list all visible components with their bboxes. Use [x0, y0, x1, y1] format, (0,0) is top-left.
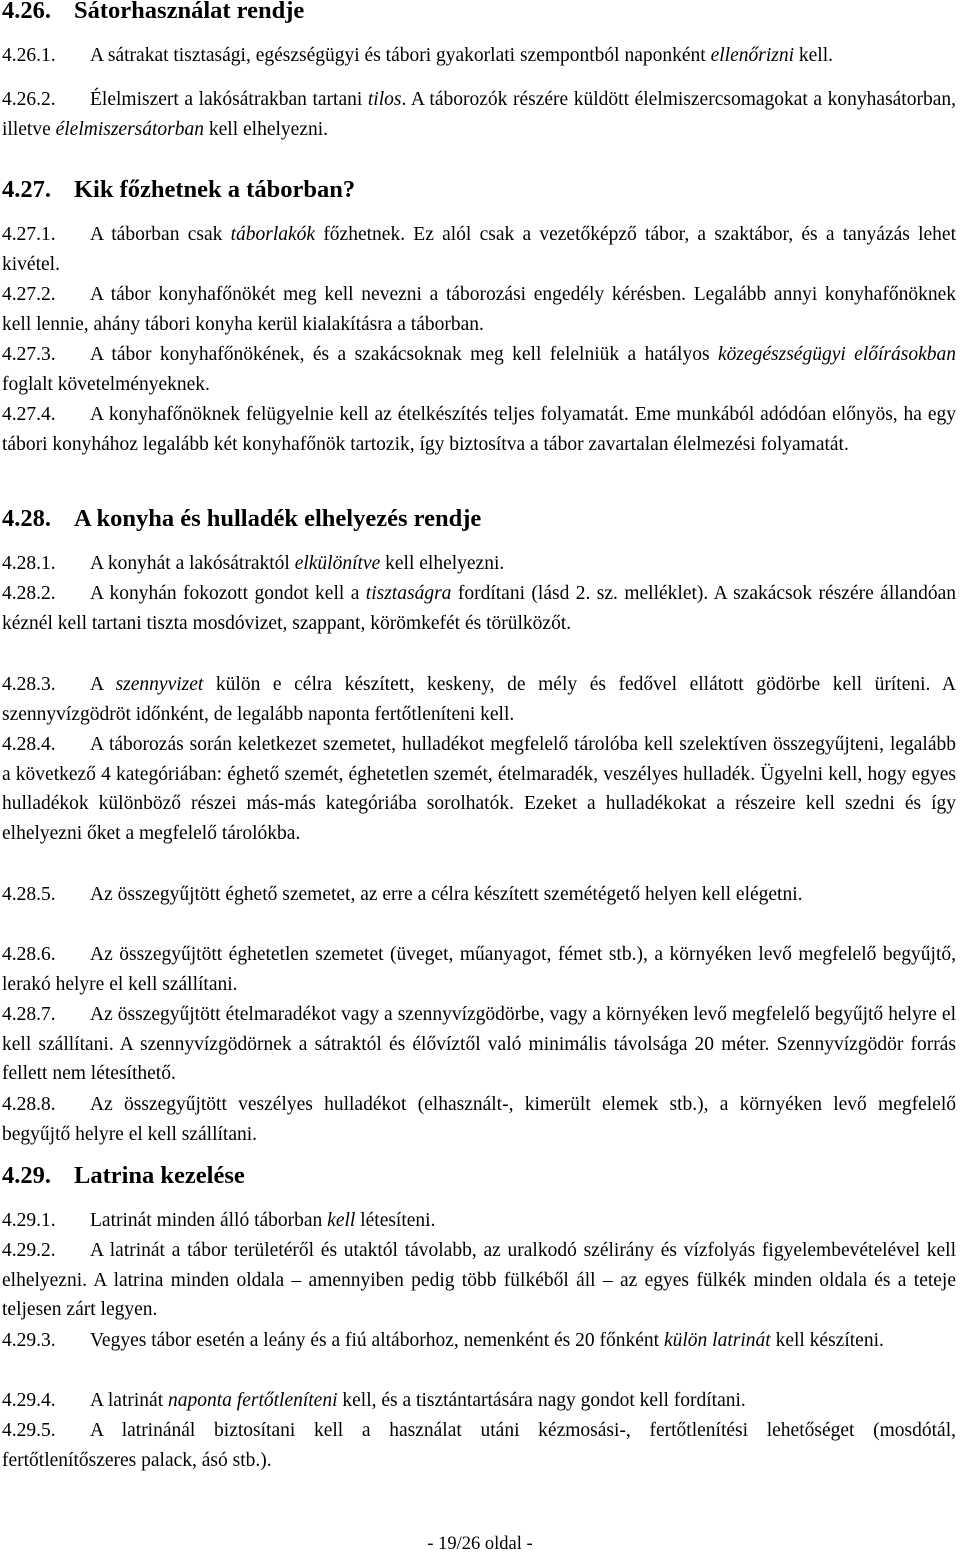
- paragraph-text: A latrinát: [90, 1390, 168, 1411]
- paragraph-number: 4.27.2.: [2, 284, 56, 305]
- paragraph-number: 4.27.4.: [2, 404, 56, 425]
- section-number: 4.29.: [2, 1162, 51, 1189]
- emphasized-text: ellenőrizni: [710, 45, 795, 66]
- paragraph: [2, 280, 956, 339]
- page-number: - 19/26 oldal -: [427, 1534, 533, 1554]
- paragraph-text: Az összegyűjtött veszélyes hulladékot (elhasznált-, kimerült elemek stb.), a környéken levő megfelelő begyűjtő helyre el kell szállítani.: [2, 1094, 956, 1145]
- paragraph-number: 4.28.3.: [2, 674, 56, 695]
- emphasized-text: táborlakók: [230, 224, 316, 245]
- section-heading: [2, 175, 956, 205]
- paragraph-text: A tábor konyhafőnökének, és a szakácsoknak meg kell felelniük a hatályos: [90, 344, 718, 365]
- paragraph-text: kell elhelyezni.: [204, 118, 329, 140]
- paragraph: [2, 670, 956, 729]
- paragraph: [2, 41, 956, 71]
- paragraph-text: A táborban csak: [90, 224, 231, 245]
- paragraph-text: A táborozás során keletkezet szemetet, hulladékot megfelelő tárolóba kell szelektíven összegyűjteni, legalább a következő 4 kategóriában: éghető szemét, éghetetlen szemét, ételmaradék, veszélyes hulladék. Ügyelni kell, hogy egyes hulladékok különböző részei más-más kategóriába sorolhatók. Ezeket a hulladékokat a részeire kell szedni és így elhelyezni őket a megfelelő tárolókba.: [2, 734, 956, 844]
- emphasized-text: tisztaságra: [365, 583, 452, 604]
- paragraph-text: Az összegyűjtött ételmaradékot vagy a szennyvízgödörbe, vagy a környéken levő megfelelő begyűjtő helyre el kell szállítani. A szennyvízgödörnek a sátraktól és élővíztől való minimális távolsága 20 méter. Szennyvízgödör forrás fellett nem létesíthető.: [2, 1004, 956, 1085]
- paragraph: [2, 579, 956, 638]
- paragraph-number: 4.29.5.: [2, 1420, 56, 1441]
- section-number: 4.28.: [2, 505, 51, 532]
- paragraph-number: 4.28.7.: [2, 1004, 56, 1025]
- paragraph: [2, 220, 956, 279]
- paragraph: [2, 730, 956, 848]
- paragraph-number: 4.28.1.: [2, 553, 56, 574]
- section-heading: [2, 0, 956, 26]
- paragraph-text: Vegyes tábor esetén a leány és a fiú altáborhoz, nemenként és 20 főnként: [90, 1330, 664, 1351]
- emphasized-text: tilos: [367, 89, 402, 110]
- paragraph-text: foglalt követelményeknek.: [2, 373, 210, 395]
- emphasized-text: kell: [327, 1210, 356, 1231]
- paragraph-text: főzhetnek. Ez alól csak a vezetőképző tábor, a szaktábor, és a tanyázás lehet kivétel.: [2, 224, 956, 275]
- paragraph-number: 4.28.8.: [2, 1094, 56, 1115]
- paragraph: [2, 1090, 956, 1149]
- paragraph-number: 4.28.6.: [2, 944, 56, 965]
- emphasized-text: naponta fertőtleníteni: [167, 1390, 338, 1411]
- paragraph-text: A konyhát a lakósátraktól: [90, 553, 295, 574]
- paragraph: [2, 1416, 956, 1475]
- emphasized-text: közegészségügyi előírásokban: [717, 344, 956, 365]
- paragraph-text: külön e célra készített, keskeny, de mély és fedővel ellátott gödörbe kell üríteni. A szennyvízgödröt időnként, de legalább naponta fertőtleníteni kell.: [2, 674, 956, 725]
- section-title: A konyha és hulladék elhelyezés rendje: [74, 505, 482, 532]
- section-heading: [2, 504, 956, 534]
- paragraph-text: A sátrakat tisztasági, egészségügyi és tábori gyakorlati szempontból naponként: [90, 45, 711, 66]
- paragraph-text: A: [90, 674, 116, 695]
- paragraph-number: 4.28.5.: [2, 884, 56, 905]
- section-title: Kik főzhetnek a táborban?: [74, 176, 356, 203]
- section-title: Latrina kezelése: [74, 1162, 245, 1189]
- paragraph-text: Latrinát minden álló táborban: [90, 1210, 328, 1231]
- paragraph-text: A latrinánál biztosítani kell a használat utáni kézmosási-, fertőtlenítési lehetőséget (mosdótál, fertőtlenítőszeres palack, ásó stb.).: [2, 1420, 956, 1471]
- section-number: 4.27.: [2, 176, 51, 203]
- section-number: 4.26.: [2, 0, 51, 24]
- paragraph-text: kell, és a tisztántartására nagy gondot kell fordítani.: [337, 1390, 746, 1411]
- paragraph-text: kell elhelyezni.: [380, 553, 505, 574]
- paragraph: [2, 1206, 956, 1236]
- paragraph: [2, 1326, 956, 1356]
- paragraph-text: . A táborozók részére küldött élelmiszercsomagokat a konyhasátorban, illetve: [2, 89, 956, 140]
- paragraph-text: A konyhán fokozott gondot kell a: [90, 583, 366, 604]
- section-heading: [2, 1161, 956, 1191]
- paragraph-number: 4.29.1.: [2, 1210, 56, 1231]
- section-title: Sátorhasználat rendje: [74, 0, 305, 24]
- paragraph-number: 4.26.2.: [2, 89, 56, 110]
- paragraph-number: 4.26.1.: [2, 45, 56, 66]
- paragraph: [2, 940, 956, 999]
- paragraph-text: A konyhafőnöknek felügyelnie kell az ételkészítés teljes folyamatát. Eme munkából adódóan előnyös, ha egy tábori konyhához legalább két konyhafőnök tartozik, így biztosítva a tábor zavartalan élelmezési folyamatát.: [2, 404, 956, 455]
- paragraph-text: fordítani (lásd 2. sz. melléklet). A szakácsok részére állandóan kéznél kell tartani tiszta mosdóvizet, szappant, körömkefét és törülközőt.: [2, 583, 956, 634]
- paragraph-text: Élelmiszert a lakósátrakban tartani: [90, 89, 368, 110]
- emphasized-text: szennyvizet: [115, 674, 204, 695]
- paragraph-text: kell készíteni.: [770, 1330, 884, 1351]
- paragraph: [2, 340, 956, 399]
- paragraph-text: A latrinát a tábor területéről és utaktól távolabb, az uralkodó szélirány és vízfolyás figyelembevételével kell elhelyezni. A latrina minden oldala – amennyiben pedig több fülkéből áll – az egyes fülkék minden oldala és a teteje teljesen zárt legyen.: [2, 1240, 956, 1321]
- paragraph-number: 4.28.2.: [2, 583, 56, 604]
- paragraph-text: Az összegyűjtött éghető szemetet, az erre a célra készített szemétégető helyen kell elégetni.: [90, 884, 803, 905]
- paragraph-number: 4.29.3.: [2, 1330, 56, 1351]
- paragraph: [2, 1236, 956, 1325]
- paragraph-number: 4.27.1.: [2, 224, 56, 245]
- emphasized-text: külön latrinát: [663, 1330, 771, 1351]
- emphasized-text: élelmiszersátorban: [55, 118, 205, 140]
- emphasized-text: elkülönítve: [294, 553, 381, 574]
- paragraph: [2, 1386, 956, 1416]
- paragraph-text: A tábor konyhafőnökét meg kell nevezni a táborozási engedély kérésben. Legalább annyi konyhafőnöknek kell lennie, ahány tábori konyha kerül kialakításra a táborban.: [2, 284, 956, 335]
- paragraph-text: Az összegyűjtött éghetetlen szemetet (üveget, műanyagot, fémet stb.), a környéken levő megfelelő begyűjtő, lerakó helyre el kell szállítani.: [2, 944, 956, 995]
- paragraph: [2, 549, 956, 579]
- paragraph-text: létesíteni.: [355, 1210, 436, 1231]
- paragraph: [2, 1000, 956, 1089]
- paragraph: [2, 85, 956, 144]
- paragraph-text: kell.: [794, 45, 834, 66]
- paragraph-number: 4.28.4.: [2, 734, 56, 755]
- paragraph: [2, 880, 956, 910]
- paragraph-number: 4.29.4.: [2, 1390, 56, 1411]
- paragraph: [2, 400, 956, 459]
- paragraph-number: 4.29.2.: [2, 1240, 56, 1261]
- paragraph-number: 4.27.3.: [2, 344, 56, 365]
